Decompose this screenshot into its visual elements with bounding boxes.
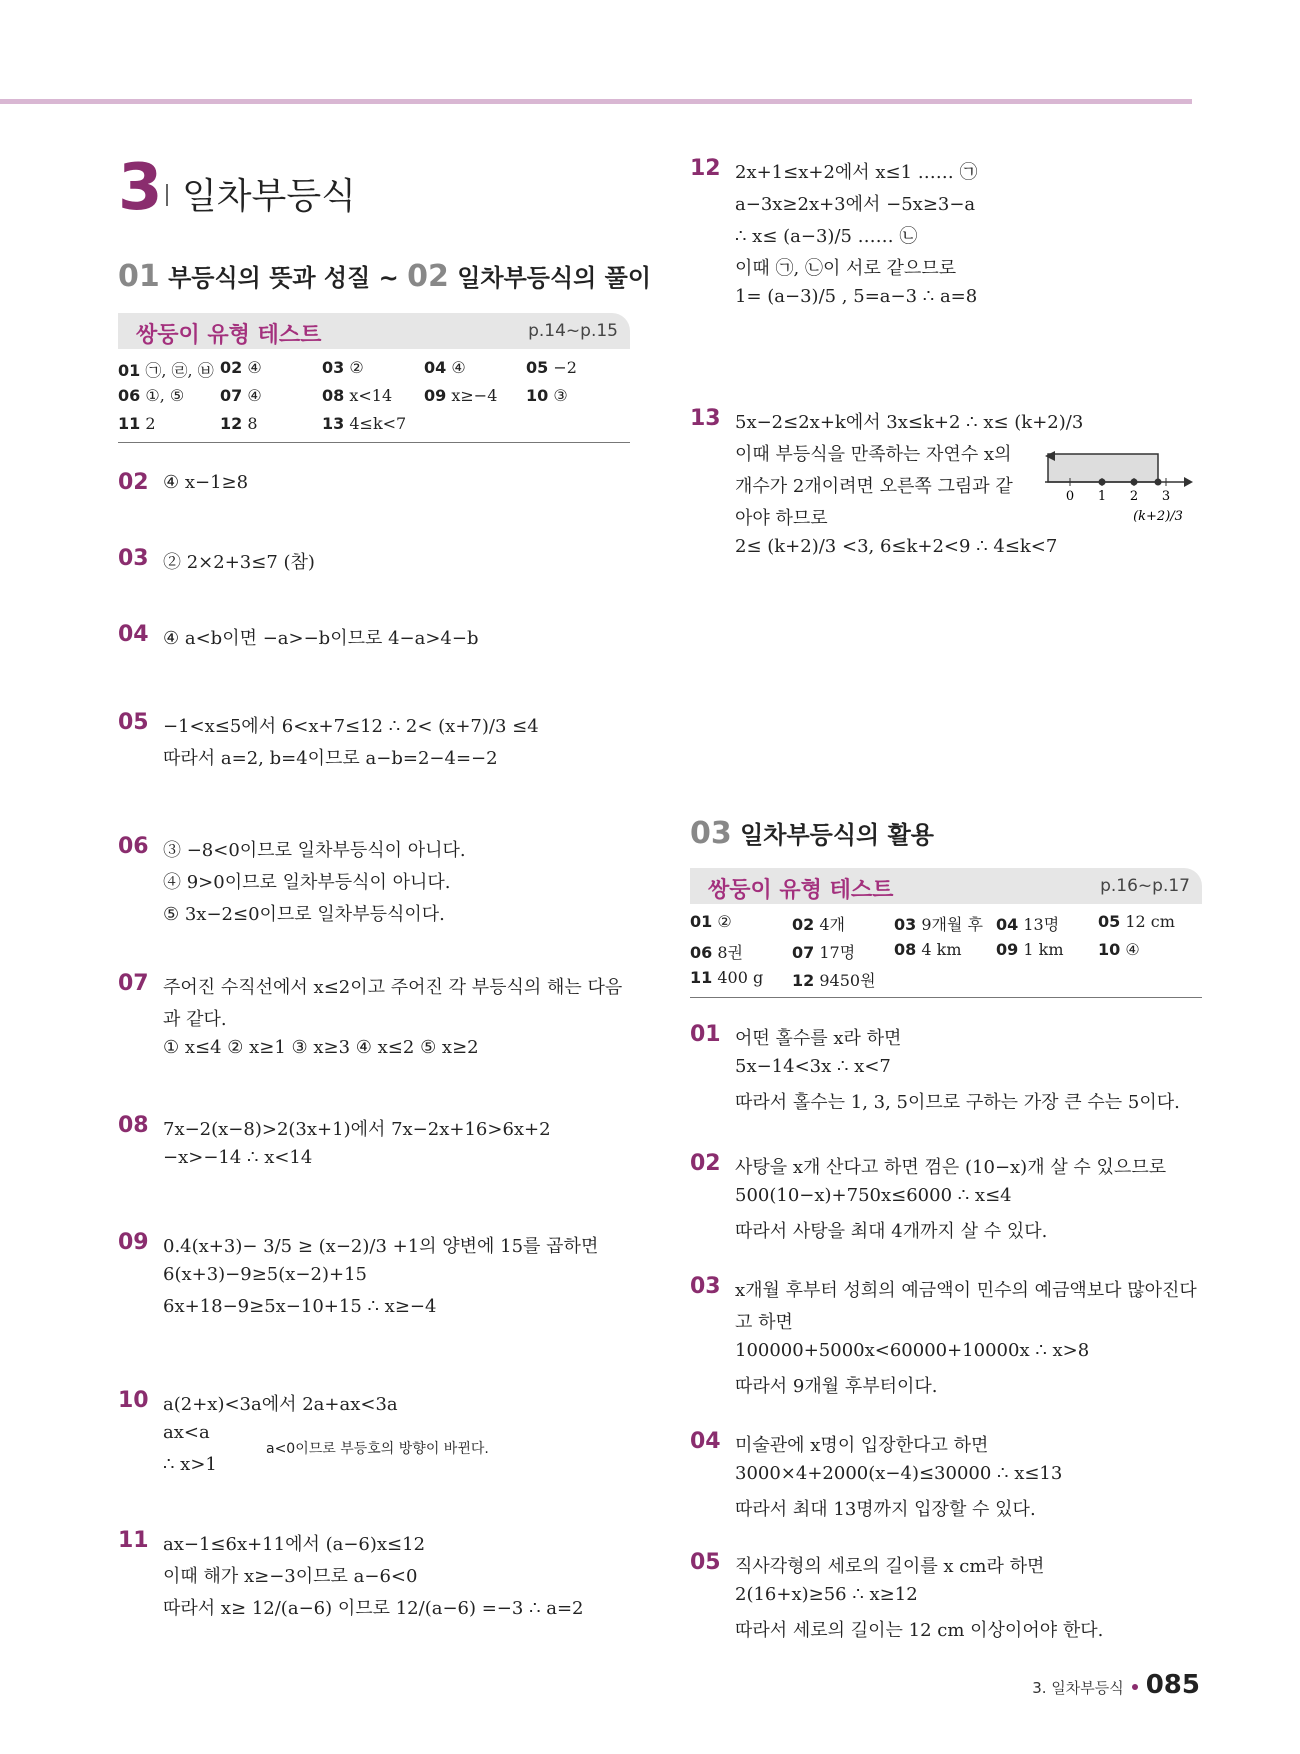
solution-line: ③ −8<0이므로 일차부등식이 아니다.: [163, 840, 466, 861]
section-label: 일차부등식의 풀이: [448, 264, 652, 292]
number-line-figure: [1045, 448, 1195, 538]
tick-label: 2: [1129, 489, 1139, 504]
answer-value: 12 cm: [1120, 912, 1175, 931]
solution-line: 따라서 x≥ 12/(a−6) 이므로 12/(a−6) =−3 ∴ a=2: [163, 1598, 584, 1619]
answer-item: [424, 358, 466, 377]
question-number: 02: [690, 1151, 721, 1176]
section-label: 일차부등식의 활용: [731, 821, 934, 849]
answer-value: 13명: [1018, 915, 1060, 934]
answer-item: [118, 358, 214, 381]
answer-value: 400 g: [712, 968, 764, 987]
section-number: 02: [407, 259, 449, 294]
answer-number: 05: [1098, 912, 1121, 931]
solution-line: ax<a: [163, 1422, 210, 1443]
point-k: [1155, 479, 1162, 486]
answer-number: 11: [690, 968, 713, 987]
solution-line: 따라서 홀수는 1, 3, 5이므로 구하는 가장 큰 수는 5이다.: [735, 1092, 1180, 1113]
answer-value: 8권: [712, 943, 743, 962]
answer-number: 11: [118, 414, 141, 433]
answer-value: 1 km: [1018, 940, 1064, 959]
solution-line: 어떤 홀수를 x라 하면: [735, 1028, 902, 1049]
solution-line: ∴ x>1: [163, 1454, 217, 1475]
answer-rule: [118, 442, 630, 443]
section-number: 03: [690, 816, 732, 851]
answer-number: 03: [322, 358, 345, 377]
answer-value: 9450원: [814, 971, 876, 990]
answer-value: ㉠, ㉣, ㉥: [140, 361, 214, 380]
answer-value: ④: [1120, 940, 1140, 959]
solution-line: ① x≤4 ② x≥1 ③ x≥3 ④ x≤2 ⑤ x≥2: [163, 1037, 479, 1058]
question-number: 13: [690, 406, 721, 431]
section-number: 01: [118, 259, 160, 294]
answer-number: 01: [118, 361, 141, 380]
solution-line: 1= (a−3)/5 , 5=a−3 ∴ a=8: [735, 286, 978, 307]
solution-line: ④ 9>0이므로 일차부등식이 아니다.: [163, 872, 451, 893]
solution-line: 5x−14<3x ∴ x<7: [735, 1056, 891, 1077]
question-number: 03: [690, 1274, 721, 1299]
answer-value: ④: [242, 358, 262, 377]
answer-item: [1098, 912, 1175, 931]
chapter-title: 일차부등식: [182, 176, 356, 217]
solution-line: ax−1≤6x+11에서 (a−6)x≤12: [163, 1534, 426, 1555]
solution-line: 3000×4+2000(x−4)≤30000 ∴ x≤13: [735, 1463, 1063, 1484]
solution-line: ④ x−1≥8: [163, 472, 249, 493]
answer-number: 07: [220, 386, 243, 405]
solution-line: 따라서 사탕을 최대 4개까지 살 수 있다.: [735, 1221, 1048, 1242]
answer-number: 09: [424, 386, 447, 405]
answer-number: 05: [526, 358, 549, 377]
question-number: 10: [118, 1388, 149, 1413]
solution-line: 0.4(x+3)− 3/5 ≥ (x−2)/3 +1의 양변에 15를 곱하면: [163, 1236, 599, 1257]
answer-item: [894, 940, 961, 959]
solution-line: ④ a<b이면 −a>−b이므로 4−a>4−b: [163, 628, 479, 649]
solution-line: 2x+1≤x+2에서 x≤1 …… ㉠: [735, 162, 978, 183]
answer-item: [690, 940, 743, 963]
answer-number: 08: [894, 940, 917, 959]
right-arrow: [1184, 477, 1193, 487]
answer-value: 4≤k<7: [344, 414, 407, 433]
solution-line: x개월 후부터 성희의 예금액이 민수의 예금액보다 많아진다: [735, 1280, 1197, 1301]
answer-value: 4 km: [916, 940, 962, 959]
answer-value: 4개: [814, 915, 845, 934]
solution-line: 주어진 수직선에서 x≤2이고 주어진 각 부등식의 해는 다음: [163, 977, 623, 998]
question-number: 09: [118, 1230, 149, 1255]
question-number: 08: [118, 1113, 149, 1138]
answer-item: [424, 386, 497, 405]
answer-item: [220, 414, 258, 433]
answer-number: 06: [118, 386, 141, 405]
question-number: 04: [690, 1429, 721, 1454]
answer-value: x≥−4: [446, 386, 498, 405]
question-number: 07: [118, 971, 149, 996]
answer-item: [690, 912, 732, 931]
question-number: 11: [118, 1528, 149, 1553]
solution-line: 이때 부등식을 만족하는 자연수 x의: [735, 444, 1012, 465]
answer-number: 06: [690, 943, 713, 962]
answer-value: −2: [548, 358, 577, 377]
solution-line: 100000+5000x<60000+10000x ∴ x>8: [735, 1340, 1090, 1361]
solution-line: 고 하면: [735, 1312, 793, 1333]
answer-number: 02: [792, 915, 815, 934]
solution-note: a<0이므로 부등호의 방향이 바뀐다.: [266, 1441, 489, 1457]
point-1: [1099, 479, 1106, 486]
answer-item: [792, 968, 876, 991]
solution-line: 미술관에 x명이 입장한다고 하면: [735, 1435, 989, 1456]
answer-number: 10: [526, 386, 549, 405]
answer-item: [118, 414, 156, 433]
test-box-pages: p.16~p.17: [1100, 876, 1190, 896]
top-rule: [0, 99, 1192, 104]
solution-line: 직사각형의 세로의 길이를 x cm라 하면: [735, 1556, 1045, 1577]
solution-line: 5x−2≤2x+k에서 3x≤k+2 ∴ x≤ (k+2)/3: [735, 412, 1084, 433]
solution-line: 아야 하므로: [735, 508, 828, 529]
answer-item: [220, 386, 262, 405]
answer-item: [220, 358, 262, 377]
question-number: 05: [118, 710, 149, 735]
solution-line: ② 2×2+3≤7 (참): [163, 552, 315, 573]
section-title-1: [118, 258, 651, 294]
section-title-3: [690, 815, 934, 851]
solution-line: 개수가 2개이려면 오른쪽 그림과 같: [735, 476, 1013, 497]
solution-line: 이때 해가 x≥−3이므로 a−6<0: [163, 1566, 418, 1587]
answer-value: ④: [446, 358, 466, 377]
question-number: 04: [118, 622, 149, 647]
solution-line: 500(10−x)+750x≤6000 ∴ x≤4: [735, 1185, 1012, 1206]
tick-label: 1: [1097, 489, 1107, 504]
solution-line: 사탕을 x개 산다고 하면 껌은 (10−x)개 살 수 있으므로: [735, 1157, 1167, 1178]
solution-line: 과 같다.: [163, 1009, 227, 1030]
answer-value: ④: [242, 386, 262, 405]
answer-item: [894, 912, 983, 935]
answer-number: 09: [996, 940, 1019, 959]
chapter-number: 3: [118, 151, 163, 225]
answer-item: [526, 358, 577, 377]
solution-line: 6(x+3)−9≥5(x−2)+15: [163, 1264, 367, 1285]
question-number: 12: [690, 156, 721, 181]
answer-value: 9개월 후: [916, 915, 983, 934]
answer-number: 12: [792, 971, 815, 990]
solution-line: ∴ x≤ (a−3)/5 …… ㉡: [735, 226, 918, 247]
answer-number: 01: [690, 912, 713, 931]
answer-value: ①, ⑤: [140, 386, 185, 405]
answer-value: ②: [712, 912, 732, 931]
solution-line: ⑤ 3x−2≤0이므로 일차부등식이다.: [163, 904, 445, 925]
answer-item: [322, 414, 406, 433]
solution-line: 이때 ㉠, ㉡이 서로 같으므로: [735, 258, 957, 279]
section-label: 부등식의 뜻과 성질 ~: [159, 264, 408, 292]
question-number: 06: [118, 834, 149, 859]
test-box-title: 쌍둥이 유형 테스트: [708, 878, 894, 903]
solution-line: 2≤ (k+2)/3 <3, 6≤k+2<9 ∴ 4≤k<7: [735, 536, 1058, 557]
tick-label: 3: [1161, 489, 1171, 504]
solution-line: 6x+18−9≥5x−10+15 ∴ x≥−4: [163, 1296, 437, 1317]
question-number: 02: [118, 470, 149, 495]
footer-chapter: 3. 일차부등식: [1032, 1679, 1124, 1697]
question-number: 03: [118, 546, 149, 571]
answer-item: [792, 912, 845, 935]
test-box-title: 쌍둥이 유형 테스트: [136, 323, 322, 348]
solution-line: 따라서 최대 13명까지 입장할 수 있다.: [735, 1499, 1036, 1520]
answer-number: 04: [424, 358, 447, 377]
question-number: 01: [690, 1022, 721, 1047]
solution-line: 7x−2(x−8)>2(3x+1)에서 7x−2x+16>6x+2: [163, 1119, 551, 1140]
question-number: 05: [690, 1550, 721, 1575]
answer-item: [322, 358, 364, 377]
answer-value: 2: [140, 414, 156, 433]
answer-item: [792, 940, 855, 963]
answer-item: [322, 386, 392, 405]
answer-number: 10: [1098, 940, 1121, 959]
answer-item: [526, 386, 568, 405]
answer-number: 08: [322, 386, 345, 405]
solution-line: −x>−14 ∴ x<14: [163, 1147, 313, 1168]
solution-line: a−3x≥2x+3에서 −5x≥3−a: [735, 194, 976, 215]
test-box-2: [690, 868, 1202, 904]
k-label: (k+2)/3: [1133, 509, 1183, 524]
answer-item: [118, 386, 184, 405]
answer-value: ③: [548, 386, 568, 405]
answer-item: [690, 968, 763, 987]
answer-number: 07: [792, 943, 815, 962]
page-footer: [1032, 1670, 1200, 1700]
solution-line: 따라서 9개월 후부터이다.: [735, 1376, 938, 1397]
answer-item: [1098, 940, 1140, 959]
solution-line: 따라서 a=2, b=4이므로 a−b=2−4=−2: [163, 748, 498, 769]
answer-number: 03: [894, 915, 917, 934]
answer-number: 12: [220, 414, 243, 433]
footer-dot: [1132, 1684, 1138, 1690]
answer-value: 8: [242, 414, 258, 433]
tick-label: 0: [1065, 489, 1075, 504]
answer-value: 17명: [814, 943, 856, 962]
answer-number: 13: [322, 414, 345, 433]
test-box-1: [118, 313, 630, 349]
answer-value: ②: [344, 358, 364, 377]
page-number: 085: [1145, 1670, 1200, 1700]
shaded-region: [1048, 454, 1158, 482]
answer-item: [996, 912, 1059, 935]
solution-line: a(2+x)<3a에서 2a+ax<3a: [163, 1394, 398, 1415]
solution-line: 따라서 세로의 길이는 12 cm 이상이어야 한다.: [735, 1620, 1104, 1641]
point-2: [1131, 479, 1138, 486]
answer-number: 02: [220, 358, 243, 377]
answer-value: x<14: [344, 386, 393, 405]
solution-line: −1<x≤5에서 6<x+7≤12 ∴ 2< (x+7)/3 ≤4: [163, 716, 539, 737]
answer-item: [996, 940, 1063, 959]
solution-line: 2(16+x)≥56 ∴ x≥12: [735, 1584, 918, 1605]
answer-rule: [690, 997, 1202, 998]
chapter-divider: [166, 184, 168, 206]
test-box-pages: p.14~p.15: [528, 321, 618, 341]
answer-number: 04: [996, 915, 1019, 934]
